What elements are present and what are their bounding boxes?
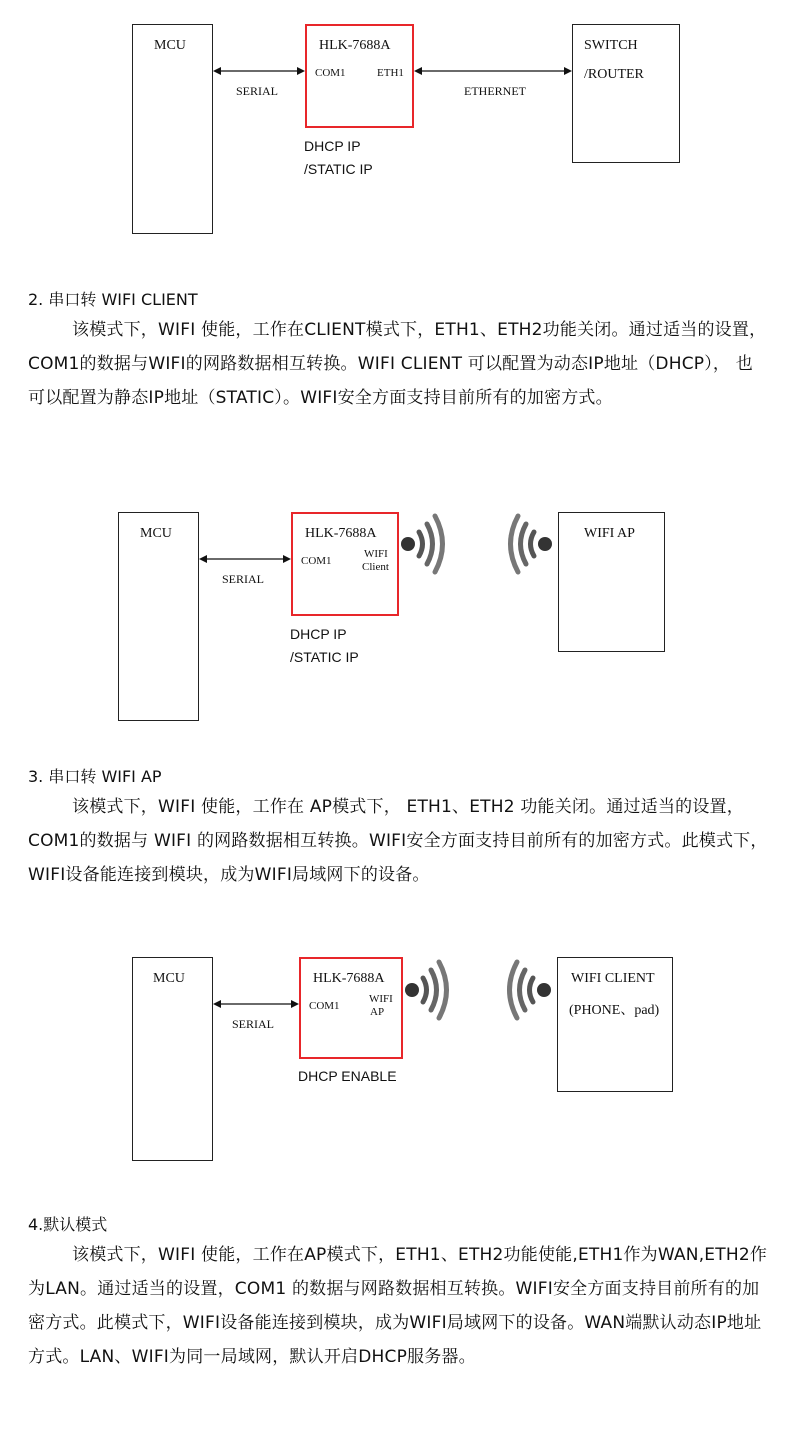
ip-mode-label-1: DHCP IP bbox=[304, 138, 361, 154]
module-label: HLK-7688A bbox=[305, 526, 377, 541]
wifi-signal-left-icon bbox=[502, 958, 554, 1022]
mcu-box bbox=[132, 24, 213, 234]
com-port-label: COM1 bbox=[309, 1000, 340, 1012]
mcu-label: MCU bbox=[153, 971, 185, 986]
section-3-paragraph: 该模式下，WIFI 使能，工作在 AP模式下， ETH1、ETH2 功能关闭。通过适当的设置，COM1的数据与 WIFI 的网路数据相互转换。WIFI安全方面支持目前所有的加密方式。此模式下，WIFI设备能连接到模块，成为WIFI局域网下的设备。 bbox=[28, 797, 768, 885]
ethernet-link-arrow bbox=[414, 64, 572, 78]
router-label: /ROUTER bbox=[584, 67, 644, 82]
wifi-port-label-1: WIFI bbox=[369, 993, 393, 1005]
section-2-heading: 2. 串口转 WIFI CLIENT bbox=[28, 290, 198, 309]
switch-label: SWITCH bbox=[584, 38, 638, 53]
section-2-paragraph: 该模式下，WIFI 使能，工作在CLIENT模式下，ETH1、ETH2功能关闭。通过适当的设置，COM1的数据与WIFI的网路数据相互转换。WIFI CLIENT 可以配置为动态IP地址（DHCP）， 也可以配置为静态IP地址（STATIC）。WIFI安全方面支持目前所有的加密方式。 bbox=[28, 320, 767, 408]
com-port-label: COM1 bbox=[315, 67, 346, 79]
ip-mode-label-2: /STATIC IP bbox=[290, 649, 359, 665]
wifi-client-devices-label: (PHONE、pad) bbox=[569, 1003, 660, 1018]
wifi-port-label-2: Client bbox=[362, 561, 389, 573]
wifi-client-label: WIFI CLIENT bbox=[571, 971, 655, 986]
section-4-heading: 4.默认模式 bbox=[28, 1215, 108, 1234]
wifi-signal-right-icon bbox=[402, 958, 454, 1022]
serial-label: SERIAL bbox=[232, 1017, 274, 1031]
section-3-heading: 3. 串口转 WIFI AP bbox=[28, 767, 162, 786]
com-port-label: COM1 bbox=[301, 555, 332, 567]
serial-label: SERIAL bbox=[236, 84, 278, 98]
ip-mode-label-2: /STATIC IP bbox=[304, 161, 373, 177]
mcu-box bbox=[118, 512, 199, 721]
eth-port-label: ETH1 bbox=[377, 67, 404, 79]
mcu-box bbox=[132, 957, 213, 1161]
serial-link-arrow bbox=[199, 552, 291, 566]
wifi-signal-right-icon bbox=[398, 512, 450, 576]
serial-link-arrow bbox=[213, 64, 305, 78]
wifi-port-label-1: WIFI bbox=[364, 548, 388, 560]
mcu-label: MCU bbox=[140, 526, 172, 541]
section-4-paragraph: 该模式下，WIFI 使能，工作在AP模式下，ETH1、ETH2功能使能,ETH1作为WAN,ETH2作为LAN。通过适当的设置，COM1 的数据与网路数据相互转换。WIFI安全方面支持目前所有的加密方式。此模式下，WIFI设备能连接到模块，成为WIFI局域网下的设备。WAN端默认动态IP地址方式。LAN、WIFI为同一局域网，默认开启DHCP服务器。 bbox=[28, 1245, 768, 1367]
module-label: HLK-7688A bbox=[319, 38, 391, 53]
wifi-signal-left-icon bbox=[503, 512, 555, 576]
dhcp-enable-label: DHCP ENABLE bbox=[298, 1068, 397, 1084]
ip-mode-label-1: DHCP IP bbox=[290, 626, 347, 642]
ethernet-label: ETHERNET bbox=[464, 84, 526, 98]
serial-label: SERIAL bbox=[222, 572, 264, 586]
module-label: HLK-7688A bbox=[313, 971, 385, 986]
serial-link-arrow bbox=[213, 997, 299, 1011]
mcu-label: MCU bbox=[154, 38, 186, 53]
wifi-ap-label: WIFI AP bbox=[584, 526, 635, 541]
wifi-port-label-2: AP bbox=[370, 1006, 385, 1018]
